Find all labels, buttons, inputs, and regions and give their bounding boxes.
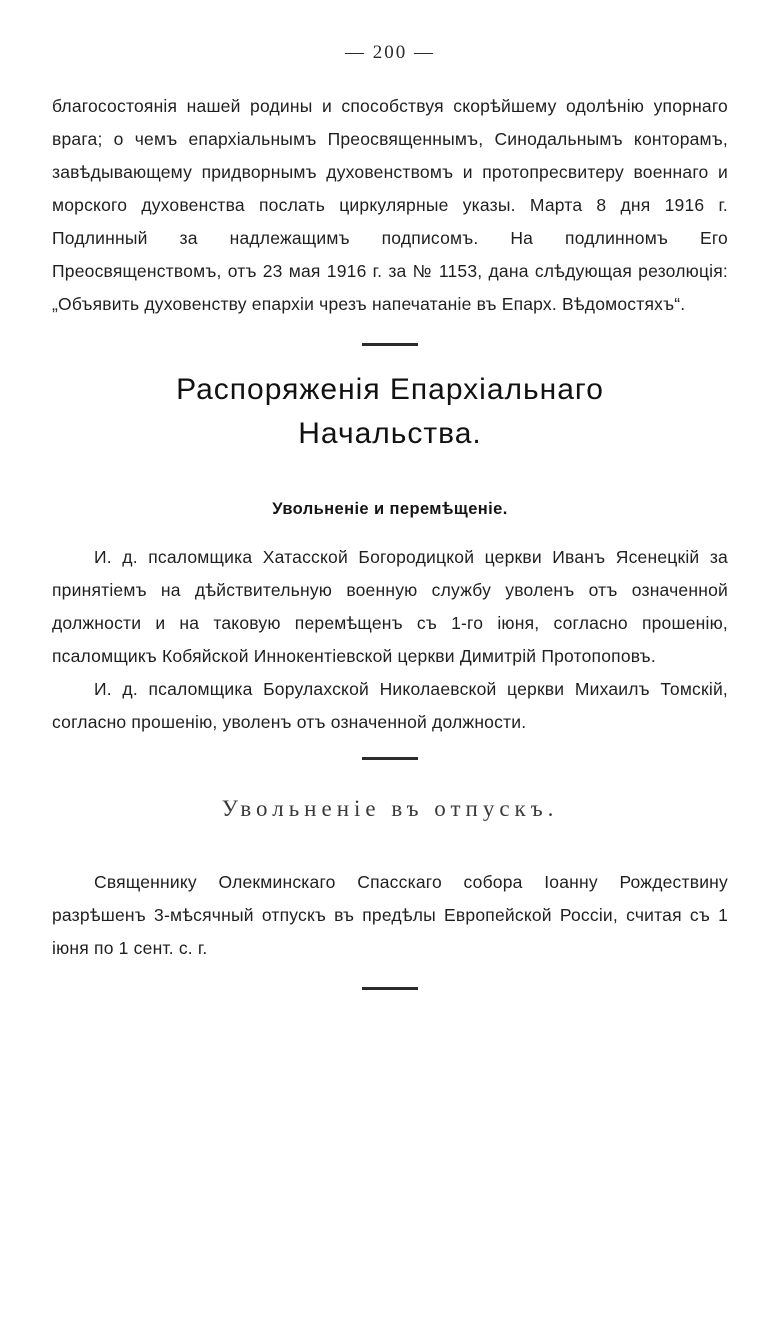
section-divider-2 (362, 757, 418, 760)
subsection-heading-dismissal-transfer: Увольненіе и перемѣщеніе. (272, 500, 508, 518)
subsection-2-paragraph-1: Священнику Олекминскаго Спасскаго собора Іоанну Рождествину разрѣшенъ 3-мѣсячный отпускъ въ предѣлы Европейской Россіи, считая съ 1 іюня по 1 сент. с. г. (52, 872, 728, 958)
section-divider-1 (362, 343, 418, 346)
page-number: — 200 — (345, 42, 435, 63)
spacer (52, 856, 728, 866)
continued-paragraph: благосостоянія нашей родины и способствуя скорѣйшему одолѣнію упорнаго врага; о чемъ епархіальнымъ Преосвященнымъ, Синодальнымъ конторамъ, завѣдывающему придворнымъ духовенствомъ и протопресвитеру военнаго и морского духовенства послать циркулярные указы. Марта 8 дня 1916 г. Подлинный за надлежащимъ подписомъ. На подлинномъ Его Преосвященствомъ, отъ 23 мая 1916 г. за № 1153, дана слѣдующая резолюція: „Объявить духовенству епархіи чрезъ напечатаніе въ Епарх. Вѣдомостяхъ“. (52, 96, 728, 314)
page-body (52, 90, 728, 990)
document-page (0, 42, 780, 1331)
subsection-1-paragraph-1: И. д. псаломщика Хатасской Богородицкой церкви Иванъ Ясенецкій за принятіемъ на дѣйствительную военную службу уволенъ отъ означенной должности и на таковую перемѣщенъ съ 1-го іюня, согласно прошенію, псаломщикъ Кобяйской Иннокентіевской церкви Димитрій Протопоповъ. (52, 547, 728, 666)
subsection-heading-leave: Увольненіе въ отпускъ. (221, 796, 559, 821)
section-divider-3 (362, 987, 418, 990)
subsection-1-paragraph-2: И. д. псаломщика Борулахской Николаевской церкви Михаилъ Томскій, согласно прошенію, уволенъ отъ означенной должности. (52, 679, 728, 732)
section-title: Распоряженія Епархіальнаго Начальства. (176, 373, 604, 450)
